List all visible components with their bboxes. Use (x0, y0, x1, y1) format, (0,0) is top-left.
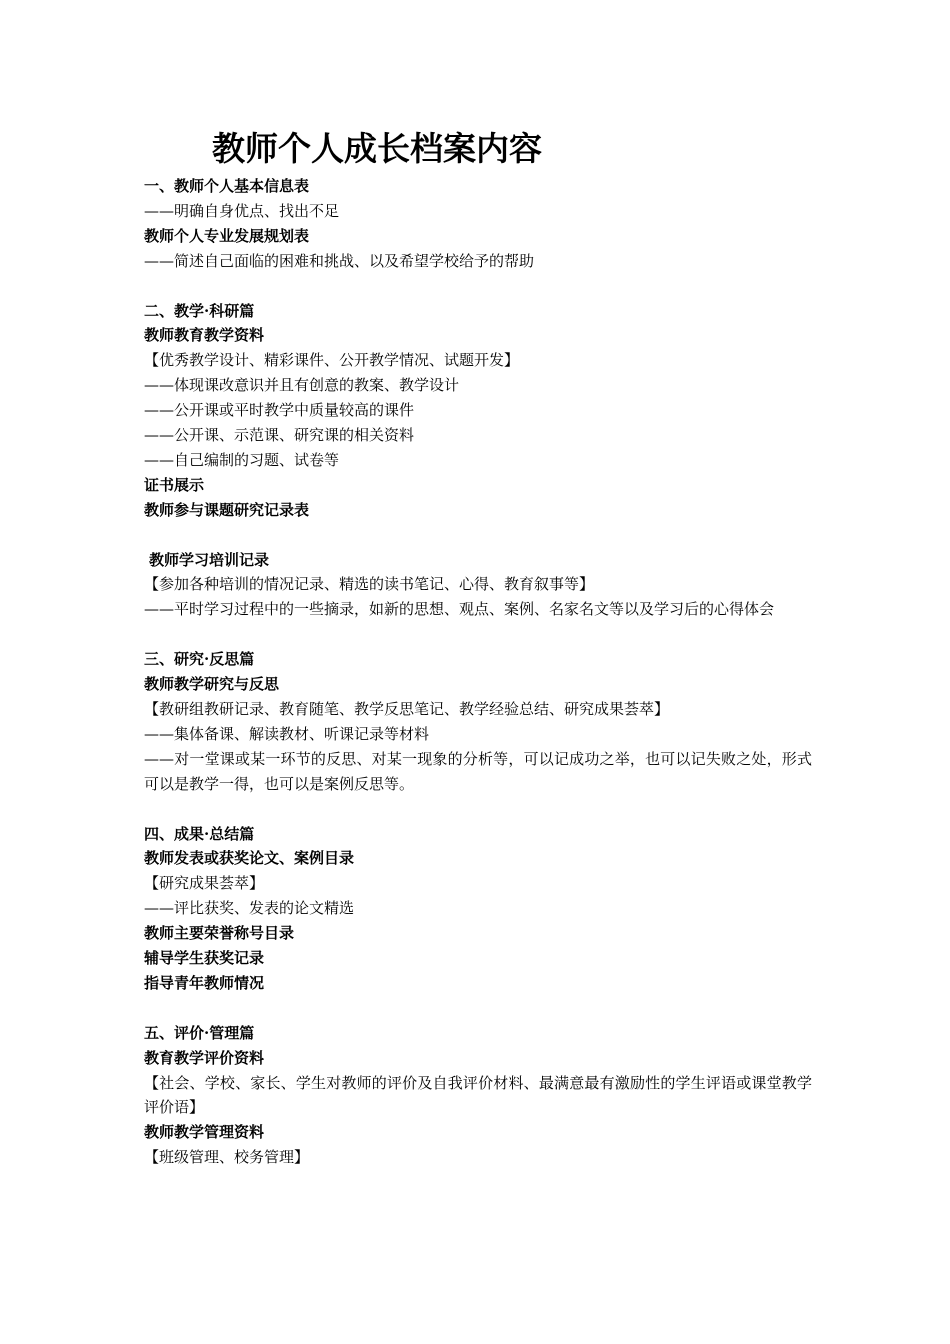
section-heading: 教育教学评价资料 (144, 1048, 265, 1067)
body-text-line: ——公开课或平时教学中质量较高的课件 (144, 401, 415, 420)
section-heading: 指导青年教师情况 (144, 973, 265, 992)
section-heading: 五、评价·管理篇 (144, 1023, 255, 1042)
section-heading: 三、研究·反思篇 (144, 650, 255, 669)
section-heading: 教师参与课题研究记录表 (144, 500, 310, 519)
section-heading: 四、成果·总结篇 (144, 824, 255, 843)
body-text-line: ——对一堂课或某一环节的反思、对某一现象的分析等，可以记成功之举，也可以记失败之处，形式可以是教学一得，也可以是案例反思等。 (144, 749, 812, 793)
section-heading: 教师教学管理资料 (144, 1123, 265, 1142)
body-text-line: 【参加各种培训的情况记录、精选的读书笔记、心得、教育叙事等】 (144, 575, 595, 594)
section-heading: 证书展示 (144, 475, 205, 494)
section-heading: 教师教学研究与反思 (144, 675, 280, 694)
body-text-line: ——公开课、示范课、研究课的相关资料 (144, 426, 415, 445)
body-text-line: 【教研组教研记录、教育随笔、教学反思笔记、教学经验总结、研究成果荟萃】 (144, 699, 670, 718)
body-text-line: ——评比获奖、发表的论文精选 (144, 899, 355, 918)
section-heading: 教师学习培训记录 (149, 550, 270, 569)
blank-line (144, 274, 812, 299)
section-heading: 教师个人专业发展规划表 (144, 226, 310, 245)
body-text-line: 【研究成果荟萃】 (144, 874, 265, 893)
body-text-line: ——明确自身优点、找出不足 (144, 201, 340, 220)
blank-line (144, 622, 812, 647)
blank-line (144, 797, 812, 822)
section-heading: 一、教师个人基本信息表 (144, 177, 310, 195)
body-text-line: ——自己编制的习题、试卷等 (144, 450, 340, 469)
document-title: 教师个人成长档案内容 (212, 129, 542, 168)
section-heading: 教师教育教学资料 (144, 326, 265, 345)
body-text-line: 【优秀教学设计、精彩课件、公开教学情况、试题开发】 (144, 351, 520, 370)
body-text-line: ——集体备课、解读教材、听课记录等材料 (144, 724, 430, 743)
body-text-line: ——平时学习过程中的一些摘录，如新的思想、观点、案例、名家名文等以及学习后的心得体会 (144, 600, 775, 619)
body-text-line: ——体现课改意识并且有创意的教案、教学设计 (144, 376, 460, 395)
body-text-line: ——简述自己面临的困难和挑战、以及希望学校给予的帮助 (144, 251, 535, 270)
section-heading: 教师发表或获奖论文、案例目录 (144, 849, 355, 868)
section-heading: 教师主要荣誉称号目录 (144, 924, 295, 943)
body-text-line: 【班级管理、校务管理】 (144, 1148, 310, 1167)
body-text-line: 【社会、学校、家长、学生对教师的评价及自我评价材料、最满意最有激励性的学生评语或课堂教学评价语】 (144, 1073, 812, 1117)
section-heading: 辅导学生获奖记录 (144, 949, 265, 968)
blank-line (144, 996, 812, 1021)
blank-line (144, 523, 812, 548)
section-heading: 二、教学·科研篇 (144, 301, 255, 320)
document-body (144, 174, 812, 1170)
